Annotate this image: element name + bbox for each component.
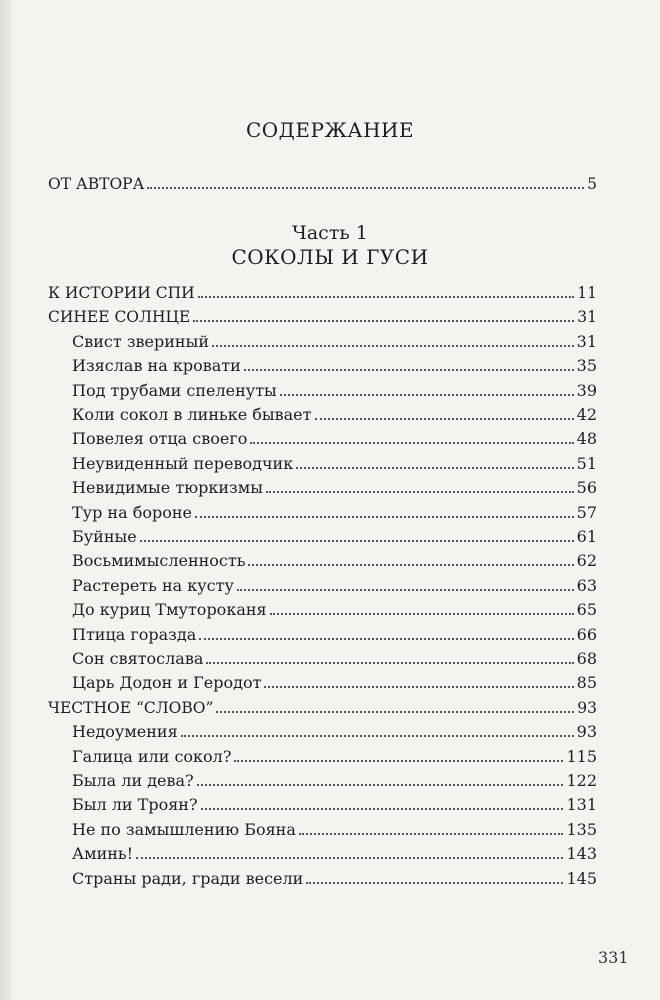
dot-leader <box>237 589 574 591</box>
toc-entry-page: 61 <box>576 527 597 546</box>
toc-entry-title: Была ли дева? <box>72 771 194 790</box>
toc-entry[interactable] <box>72 645 597 669</box>
toc-entry-page: 93 <box>576 722 597 742</box>
toc-entry[interactable] <box>72 767 597 791</box>
toc-entry[interactable] <box>72 865 597 889</box>
toc-entry[interactable] <box>48 694 597 718</box>
page-number: 331 <box>598 948 629 967</box>
dot-leader <box>198 296 575 298</box>
toc-entry-title: Свист звериный <box>72 331 209 351</box>
toc-entry-page: 131 <box>566 795 597 815</box>
dot-leader <box>280 394 574 396</box>
toc-entry[interactable] <box>48 303 597 327</box>
toc-entry-title: Повелея отца своего <box>72 429 248 449</box>
toc-entry[interactable] <box>72 352 597 376</box>
toc-entry-title: Галица или сокол? <box>72 746 232 766</box>
toc-entry[interactable] <box>72 669 597 693</box>
dot-leader <box>147 187 584 189</box>
toc-entry-title: До куриц Тмутороканя <box>72 600 267 620</box>
toc-entry-title: Страны ради, гради весели <box>72 868 304 888</box>
toc-entry-page: 62 <box>576 551 597 571</box>
dot-leader <box>264 686 573 688</box>
toc-entry-title: ОТ АВТОРА <box>48 175 145 193</box>
toc-entry-page: 85 <box>576 673 597 693</box>
dot-leader <box>201 808 564 810</box>
toc-entry-page: 11 <box>577 284 597 302</box>
dot-leader <box>299 833 564 835</box>
toc-entry-page: 135 <box>566 819 597 839</box>
contents-title: СОДЕРЖАНИЕ <box>245 118 415 142</box>
dot-leader <box>216 711 574 713</box>
toc-entry-title: Восьмимысленность <box>72 551 246 571</box>
toc-entry-page: 48 <box>576 429 597 449</box>
toc-entry-page: 51 <box>576 453 597 473</box>
toc-entry-title: Аминь! <box>72 844 134 864</box>
toc-entry-title: Невидимые тюркизмы <box>72 478 263 498</box>
dot-leader <box>248 564 573 566</box>
toc-entry[interactable] <box>72 596 597 620</box>
toc-entry-title: СИНЕЕ СОЛНЦЕ <box>48 308 191 327</box>
dot-leader <box>197 784 564 786</box>
page-edge-shadow <box>0 0 14 1000</box>
toc-entry-page: 93 <box>577 698 597 717</box>
dot-leader <box>140 540 574 542</box>
toc-entry-title: Царь Додон и Геродот <box>72 673 262 693</box>
toc-entry-page: 56 <box>576 478 597 498</box>
toc-entry-page: 65 <box>576 600 597 620</box>
toc-entry-page: 42 <box>576 405 597 424</box>
toc-entry[interactable] <box>72 743 597 767</box>
toc-entry-page: 31 <box>577 308 597 327</box>
toc-entry[interactable] <box>72 840 597 864</box>
toc-entry-page: 57 <box>576 502 597 522</box>
toc-entry-page: 39 <box>576 380 597 400</box>
dot-leader <box>181 735 574 737</box>
toc-entry-title: Растереть на кусту <box>72 575 234 595</box>
toc-entry[interactable] <box>72 791 597 815</box>
toc-entry[interactable] <box>72 401 597 425</box>
toc-entry[interactable] <box>72 425 597 449</box>
toc-entry[interactable] <box>72 474 597 498</box>
toc-entry[interactable] <box>72 572 597 596</box>
toc-entry-title: Неувиденный переводчик <box>72 453 294 473</box>
dot-leader <box>195 516 574 518</box>
toc-entry-title: ЧЕСТНОЕ “СЛОВО” <box>48 698 214 717</box>
toc-entry-page: 66 <box>576 624 597 644</box>
toc-entry[interactable] <box>72 499 597 523</box>
toc-entry-page: 35 <box>576 356 597 376</box>
toc-entry-title: Тур на бороне <box>72 502 192 522</box>
toc-entry-title: К ИСТОРИИ СПИ <box>48 284 195 302</box>
toc-entry-preface[interactable] <box>48 170 597 194</box>
dot-leader <box>315 418 574 420</box>
dot-leader <box>193 320 574 322</box>
toc-entry-page: 68 <box>576 649 597 668</box>
toc-entry-page: 115 <box>566 746 597 766</box>
toc-entry[interactable] <box>72 816 597 840</box>
part-label: Часть 1 <box>292 222 368 244</box>
toc-entry-page: 143 <box>566 844 597 864</box>
toc-entry-title: Под трубами спеленуты <box>72 380 277 400</box>
dot-leader <box>306 882 563 884</box>
dot-leader <box>234 760 563 762</box>
toc-entry-title: Буйные <box>72 527 137 546</box>
toc-entry-page: 31 <box>576 331 597 351</box>
toc-entry-title: Был ли Троян? <box>72 795 198 815</box>
toc-entry[interactable] <box>72 621 597 645</box>
toc-entry-page: 145 <box>566 868 597 888</box>
toc-entry-title: Коли сокол в линьке бывает <box>72 405 312 424</box>
toc-entry-title: Изяслав на кровати <box>72 356 241 376</box>
toc-entry[interactable] <box>72 547 597 571</box>
dot-leader <box>270 613 574 615</box>
toc-entry-page: 5 <box>587 175 597 193</box>
dot-leader <box>244 369 574 371</box>
toc-entry-page: 122 <box>566 771 597 790</box>
toc-entry-page: 63 <box>576 575 597 595</box>
dot-leader <box>266 491 574 493</box>
toc-entry-title: Недоумения <box>72 722 178 742</box>
toc-entry[interactable] <box>72 450 597 474</box>
dot-leader <box>199 638 573 640</box>
dot-leader <box>206 662 573 664</box>
dot-leader <box>136 857 563 859</box>
dot-leader <box>250 442 573 444</box>
toc-entry[interactable] <box>72 523 597 547</box>
toc-entry-title: Не по замышлению Бояна <box>72 819 296 839</box>
toc-entry-title: Птица горазда <box>72 624 197 644</box>
dot-leader <box>296 467 573 469</box>
toc-entry[interactable] <box>72 377 597 401</box>
part-title: СОКОЛЫ И ГУСИ <box>231 245 429 269</box>
toc-entry[interactable] <box>72 718 597 742</box>
toc-entry[interactable] <box>48 279 597 303</box>
toc-entry[interactable] <box>72 328 597 352</box>
dot-leader <box>212 345 574 347</box>
toc-entry-title: Сон святослава <box>72 649 204 668</box>
